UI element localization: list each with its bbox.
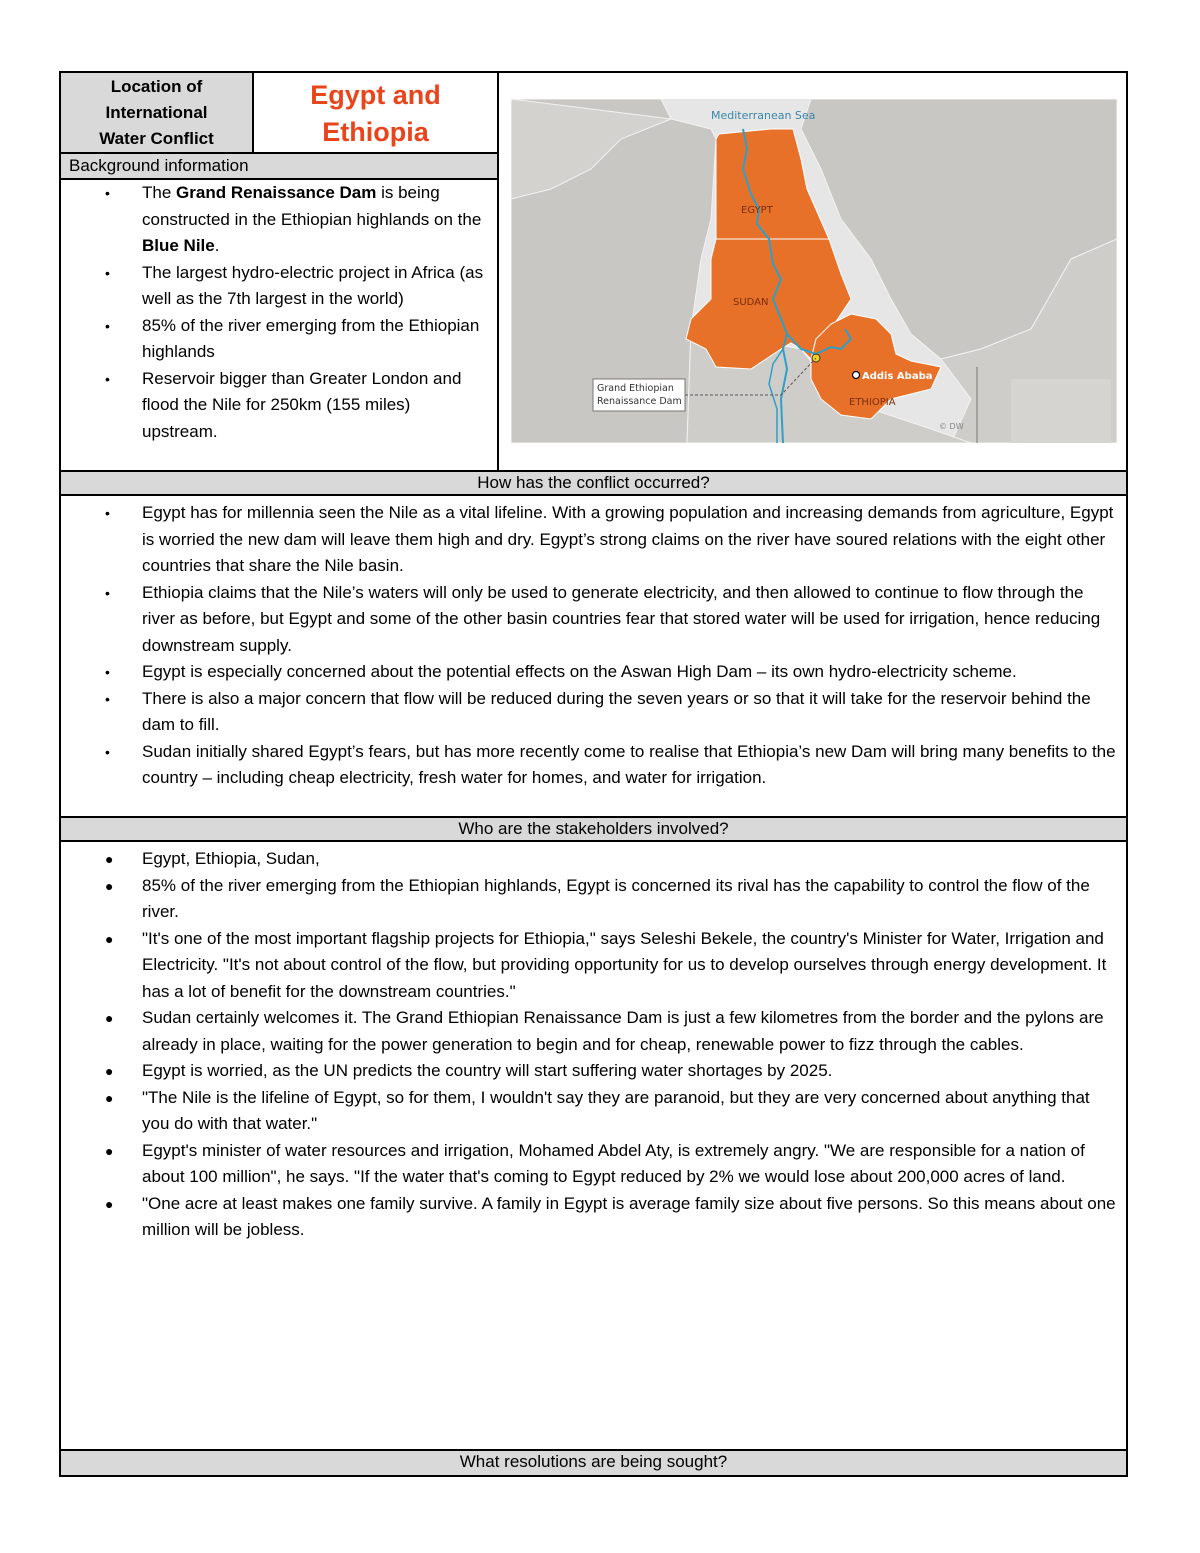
bullet-icon: • [105, 264, 110, 281]
conflict-list [61, 500, 1126, 792]
text-run: The [142, 183, 177, 202]
sea-label: Mediterranean Sea [711, 109, 816, 122]
list-item [61, 1058, 1126, 1085]
background-item [61, 366, 497, 446]
map-credit: © DW [939, 422, 964, 431]
location-value: Egypt and Ethiopia [254, 73, 499, 154]
list-item [61, 739, 1126, 792]
background-body [61, 180, 499, 470]
list-item-text: Sudan certainly welcomes it. The Grand Ethiopian Renaissance Dam is just a few kilometres from the border and the pylons are already in place, waiting for the power generation to begin and for cheap, renewable power to fizz through the cables. [142, 1008, 1104, 1054]
stakeholders-body [61, 846, 1126, 1244]
bullet-icon: • [105, 584, 110, 601]
bullet-icon: • [105, 185, 110, 201]
bold-text: Blue Nile [142, 236, 215, 255]
bullet-icon: • [105, 370, 110, 387]
callout-line2: Renaissance Dam [597, 396, 682, 407]
country-label-egypt: EGYPT [741, 205, 773, 216]
background-item [61, 313, 497, 366]
city-dot [853, 372, 860, 379]
list-item-text: 85% of the river emerging from the Ethiopian highlands, Egypt is concerned its rival has the capability to control the flow of the river. [142, 875, 1090, 921]
bullet-icon: ● [105, 1089, 114, 1106]
list-item-text: "It's one of the most important flagship projects for Ethiopia," says Seleshi Bekele, the country's Minister for Water, Irrigation and Electricity. "It's not about control of the flow, but providing opportunity for us to develop ourselves through energy development. It has a lot of benefit for the downstream countries." [142, 928, 1107, 1001]
list-item [61, 659, 1126, 686]
bullet-icon: ● [105, 877, 114, 894]
text-run: The largest hydro-electric project in Africa (as well as the 7th largest in the world) [142, 262, 484, 308]
list-item [61, 1191, 1126, 1244]
bullet-icon: ● [105, 1142, 114, 1159]
list-item [61, 1085, 1126, 1138]
background-list [61, 180, 497, 445]
conflict-body [61, 500, 1126, 792]
country-label-sudan: SUDAN [733, 297, 769, 308]
list-item-text: Sudan initially shared Egypt’s fears, but has more recently come to realise that Ethiopia’s new Dam will bring many benefits to the country – including cheap electricity, fresh water for homes, and water for irrigation. [142, 741, 1116, 787]
background-item [61, 180, 497, 260]
list-item [61, 500, 1126, 580]
bullet-icon: ● [105, 1195, 114, 1212]
callout-line1: Grand Ethiopian [597, 383, 674, 394]
list-item [61, 1138, 1126, 1191]
map-cell [499, 73, 1126, 470]
list-item-text: "The Nile is the lifeline of Egypt, so for them, I wouldn't say they are paranoid, but they are very concerned about anything that you do with that water." [142, 1087, 1090, 1133]
text-run: 85% of the river emerging from the Ethiopian highlands [142, 315, 480, 361]
bold-text: Grand Renaissance Dam [176, 183, 377, 202]
list-item-text: Egypt, Ethiopia, Sudan, [142, 849, 320, 868]
bullet-icon: • [105, 505, 110, 521]
list-item [61, 846, 1126, 873]
stakeholders-list [61, 846, 1126, 1244]
bullet-icon: ● [105, 851, 114, 867]
country-label-ethiopia: ETHIOPIA [849, 397, 896, 408]
background-heading: Background information [61, 154, 499, 180]
list-item-text: Egypt is especially concerned about the potential effects on the Aswan High Dam – its own hydro-electricity scheme. [142, 662, 1017, 681]
stakeholders-heading: Who are the stakeholders involved? [61, 816, 1126, 842]
bullet-icon: ● [105, 930, 114, 947]
nile-basin-map [511, 99, 1117, 443]
resolutions-heading: What resolutions are being sought? [61, 1449, 1126, 1475]
list-item-text: Egypt has for millennia seen the Nile as a vital lifeline. With a growing population and increasing demands from agriculture, Egypt is worried the new dam will leave them high and dry. Egypt’s strong claims on the river have soured relations with the eight other countries that share the Nile basin. [142, 503, 1114, 575]
list-item-text: There is also a major concern that flow will be reduced during the seven years or so that it will take for the reservoir behind the dam to fill. [142, 688, 1091, 734]
text-run: . [214, 236, 220, 255]
inset-map [1011, 379, 1111, 443]
bullet-icon: • [105, 743, 110, 760]
city-label: Addis Ababa [862, 371, 933, 382]
bullet-icon: • [105, 664, 110, 680]
list-item [61, 873, 1126, 926]
list-item-text: Egypt's minister of water resources and irrigation, Mohamed Abdel Aty, is extremely angry. "We are responsible for a nation of about 100 million", he says. "If the water that's coming to Egypt reduced by 2% we would lose about 200,000 acres of land. [142, 1140, 1085, 1186]
bullet-icon: • [105, 317, 110, 334]
worksheet-table [59, 71, 1128, 1477]
list-item-text: Egypt is worried, as the UN predicts the country will start suffering water shortages by 2025. [142, 1061, 833, 1080]
list-item [61, 686, 1126, 739]
bullet-icon: • [105, 690, 110, 707]
list-item [61, 580, 1126, 660]
background-item [61, 260, 497, 313]
list-item-text: Ethiopia claims that the Nile’s waters will only be used to generate electricity, and then allowed to continue to flow through the river as before, but Egypt and some of the other basin countries fear that stored water will be used for irrigation, hence reducing downstream supply. [142, 582, 1101, 655]
bullet-icon: ● [105, 1010, 114, 1026]
list-item [61, 1005, 1126, 1058]
bullet-icon: ● [105, 1063, 114, 1079]
text-run: Reservoir bigger than Greater London and flood the Nile for 250km (155 miles) upstream. [142, 368, 462, 441]
location-label: Location of International Water Conflict [61, 73, 254, 154]
list-item [61, 926, 1126, 1006]
list-item-text: "One acre at least makes one family survive. A family in Egypt is average family size about five persons. So this means about one million will be jobless. [142, 1193, 1116, 1239]
conflict-heading: How has the conflict occurred? [61, 470, 1126, 496]
text-run: is being constructed in the Ethiopian highlands on the [142, 183, 482, 229]
